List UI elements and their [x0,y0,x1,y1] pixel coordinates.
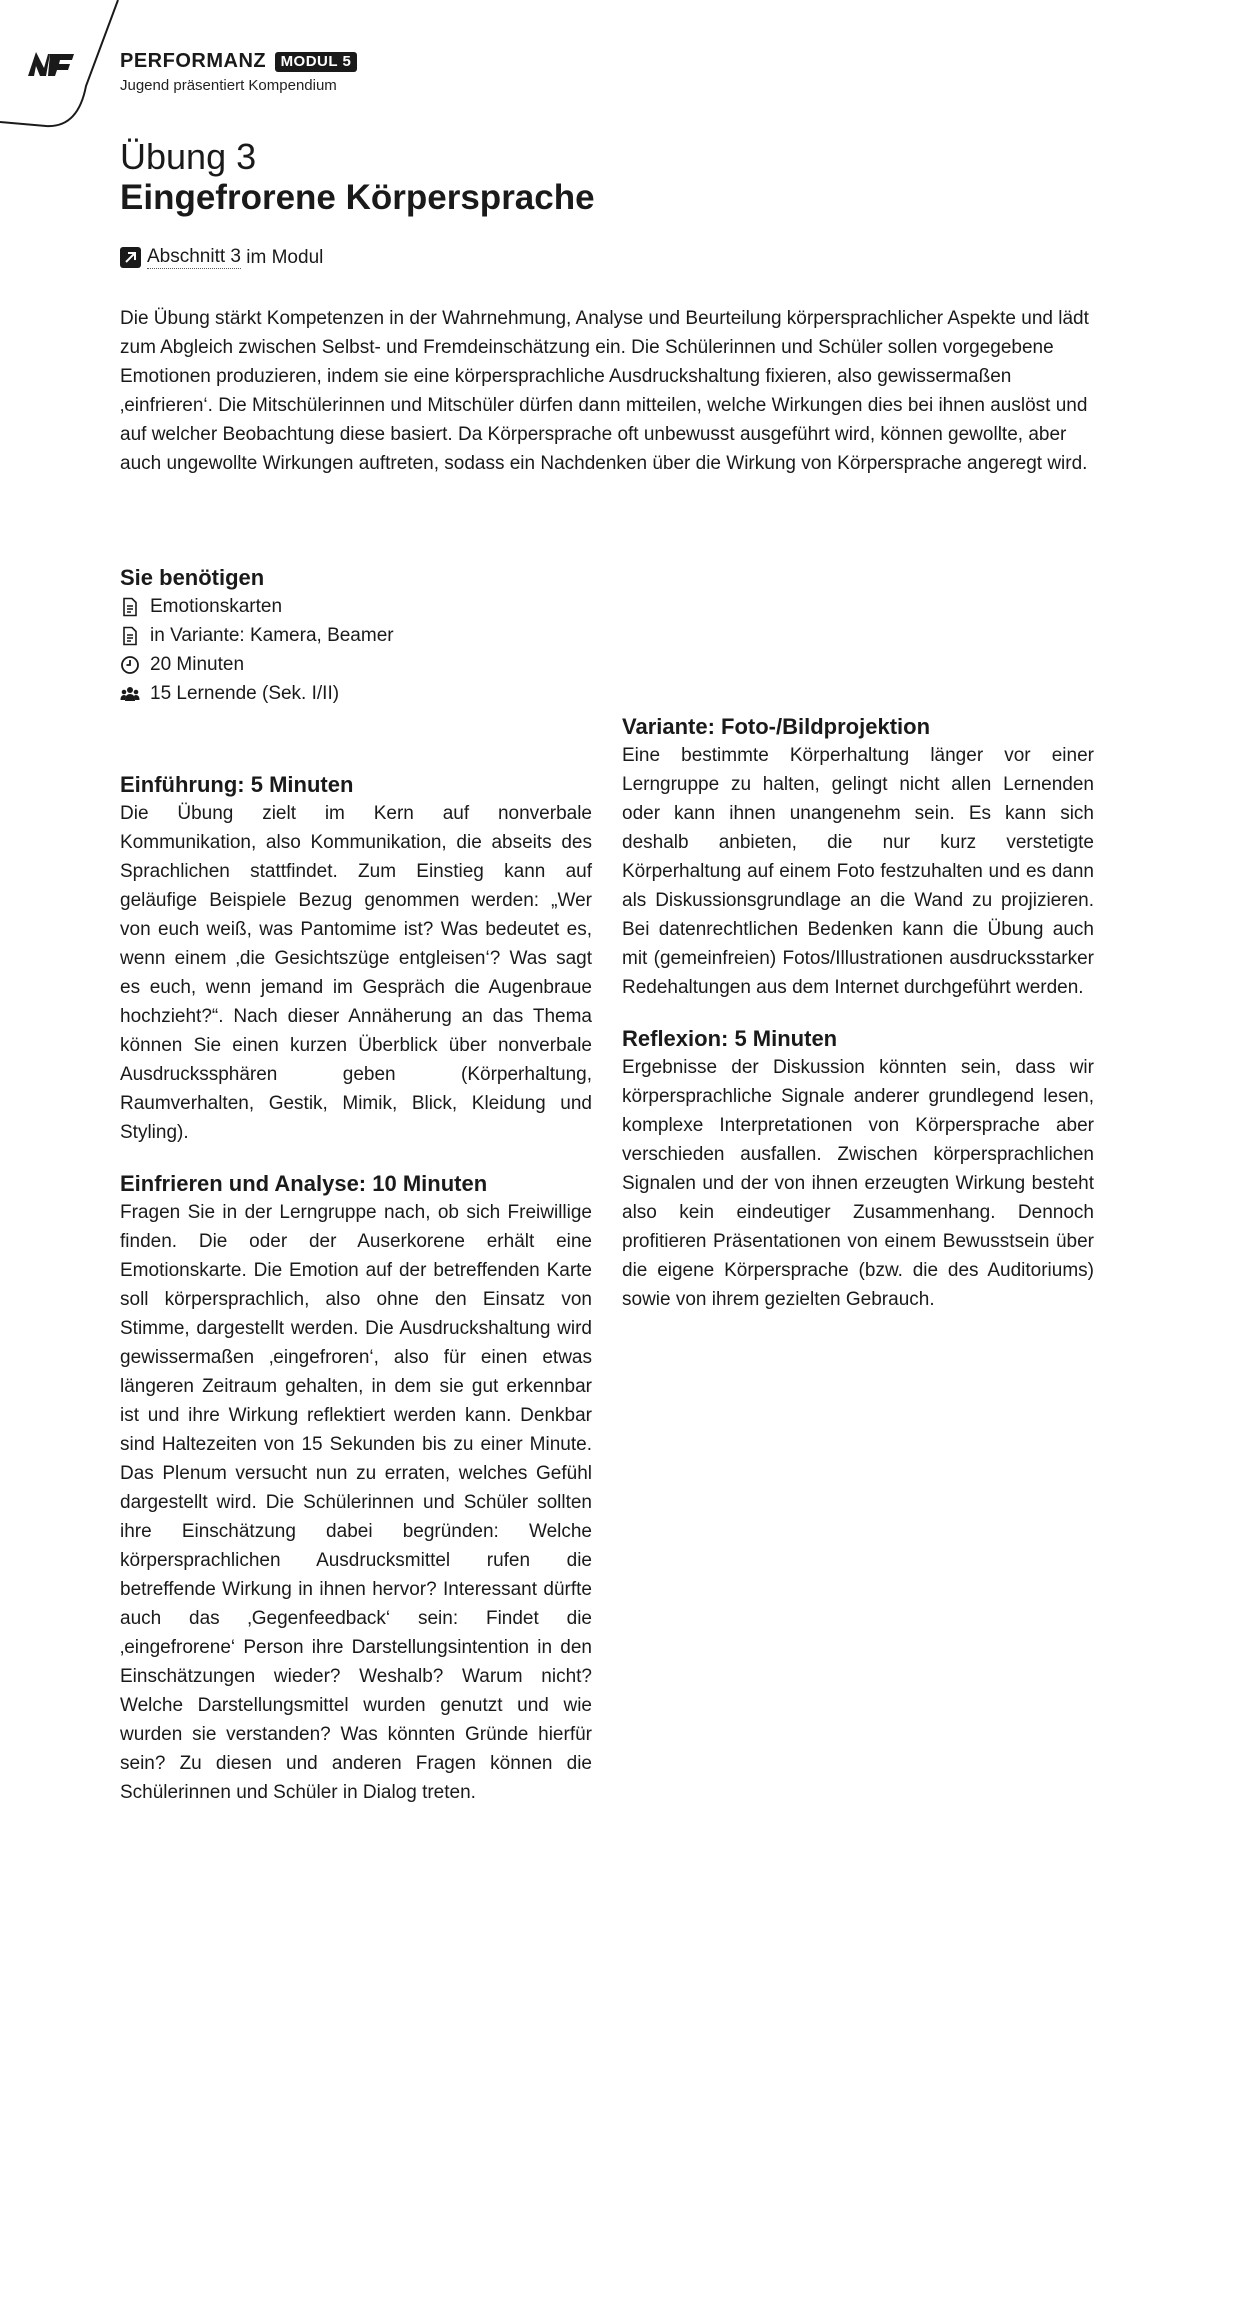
einfuehrung-text: Die Übung zielt im Kern auf nonverbale Kommunikation, also Kommunikation, die abseits des Sprachlichen stattfindet. Zum Einstieg kann auf geläufige Beispiele Bezug genommen werden: „Wer von euch weiß, was Pantomime ist? Was bedeutet es, wenn einem ‚die Gesichtszüge entgleisen‘? Was sagt es euch, wenn jemand im Gespräch die Augenbraue hochzieht?“. Nach dieser Annäherung an das Thema können Sie einen kurzen Überblick über nonverbale Ausdruckssphären geben (Körperhaltung, Raumverhalten, Gestik, Mimik, Blick, Kleidung und Styling). [120,803,592,1143]
brand-header [120,50,357,94]
document-icon [120,626,140,646]
needs-item [120,679,592,708]
needs-item [120,650,592,679]
document-icon [120,597,140,617]
exercise-number: Übung 3 [120,136,257,177]
arrow-up-right-icon [120,247,141,268]
right-column-content [622,712,1094,1314]
module-badge: MODUL 5 [275,52,358,72]
brand-subtitle: Jugend präsentiert Kompendium [120,77,337,94]
brand-title: PERFORMANZ [120,50,267,72]
needs-item-label: 15 Lernende (Sek. I/II) [150,683,340,704]
group-icon [120,684,140,704]
needs-list [120,592,592,708]
needs-item-label: Emotionskarten [150,596,283,617]
einfrieren-heading: Einfrieren und Analyse: 10 Minuten [120,1171,488,1196]
needs-heading: Sie benötigen [120,565,265,590]
performanz-logo-icon [26,46,76,80]
reflexion-text: Ergebnisse der Diskussion könnten sein, dass wir körpersprachliche Signale anderer grundlegend lesen, komplexe Interpretationen von Körpersprache aber verschieden ausfallen. Zwischen körpersprachlichen Signalen und der von ihnen erzeugten Wirkung besteht also kein eindeutiger Zusammenhang. Dennoch profitieren Präsentationen von einem Bewusstsein über die eigene Körpersprache (bzw. die des Auditoriums) sowie von ihrem gezielten Gebrauch. [622,1057,1094,1310]
exercise-title: Eingefrorene Körpersprache [120,178,595,217]
needs-item-label: 20 Minuten [150,654,245,675]
section-link[interactable] [120,246,323,269]
reflexion-heading: Reflexion: 5 Minuten [622,1026,838,1051]
clock-icon [120,655,140,675]
needs-item [120,592,592,621]
einfrieren-text: Fragen Sie in der Lerngruppe nach, ob sich Freiwillige finden. Die oder der Auserkorene erhält eine Emotionskarte. Die Emotion auf der betreffenden Karte soll körpersprachlich, also ohne den Einsatz von Stimme, dargestellt werden. Die Ausdruckshaltung wird gewissermaßen ‚eingefroren‘, also für einen etwas längeren Zeitraum gehalten, in dem sie gut erkennbar ist und ihre Wirkung reflektiert werden kann. Denkbar sind Haltezeiten von 15 Sekunden bis zu einer Minute. Das Plenum versucht nun zu erraten, welches Gefühl dargestellt wird. Die Schülerinnen und Schüler sollten ihre Einschätzung dabei begründen: Welche körpersprachlichen Ausdrucksmittel rufen die betreffende Wirkung in ihnen hervor? Interessant dürfte auch das ‚Gegenfeedback‘ sein: Findet die ‚eingefrorene‘ Person ihre Darstellungsintention in den Einschätzungen wieder? Weshalb? Warum nicht? Welche Darstellungsmittel wurden genutzt und wie wurden sie verstanden? Was könnten Gründe hierfür sein? Zu diesen und anderen Fragen können die Schülerinnen und Schüler in Dialog treten. [120,1202,592,1803]
needs-item-label: in Variante: Kamera, Beamer [150,625,394,646]
variante-heading: Variante: Foto-/Bildprojektion [622,714,931,739]
variante-text: Eine bestimmte Körperhaltung länger vor einer Lerngruppe zu halten, gelingt nicht allen Lernenden oder kann ihnen unangenehm sein. Es kann sich deshalb anbieten, die nur kurz verstetigte Körperhaltung auf einem Foto festzuhalten und es dann als Diskussionsgrundlage an die Wand zu projizieren. Bei datenrechtlichen Bedenken kann die Übung auch mit (gemeinfreien) Fotos/Illustrationen ausdrucksstarker Redehaltungen aus dem Internet durchgeführt werden. [622,745,1094,998]
intro-paragraph: Die Übung stärkt Kompetenzen in der Wahrnehmung, Analyse und Beurteilung körpersprachlicher Aspekte und lädt zum Abgleich zwischen Selbst- und Fremdeinschätzung ein. Die Schülerinnen und Schüler sollen vorgegebene Emotionen produzieren, indem sie eine körpersprachliche Ausdruckshaltung fixieren, also gewissermaßen ‚einfrieren‘. Die Mitschülerinnen und Mitschüler dürfen dann mitteilen, welche Wirkungen dies bei ihnen auslöst und auf welcher Beobachtung diese basiert. Da Körpersprache oft unbewusst ausgeführt wird, können gewollte, aber auch ungewollte Wirkungen auftreten, sodass ein Nachdenken über die Wirkung von Körpersprache angeregt wird. [120,308,1089,474]
section-link-label[interactable]: Abschnitt 3 [147,246,241,267]
needs-item [120,621,592,650]
left-column [120,563,592,1807]
einfuehrung-heading: Einführung: 5 Minuten [120,772,354,797]
section-link-suffix: im Modul [241,246,324,268]
